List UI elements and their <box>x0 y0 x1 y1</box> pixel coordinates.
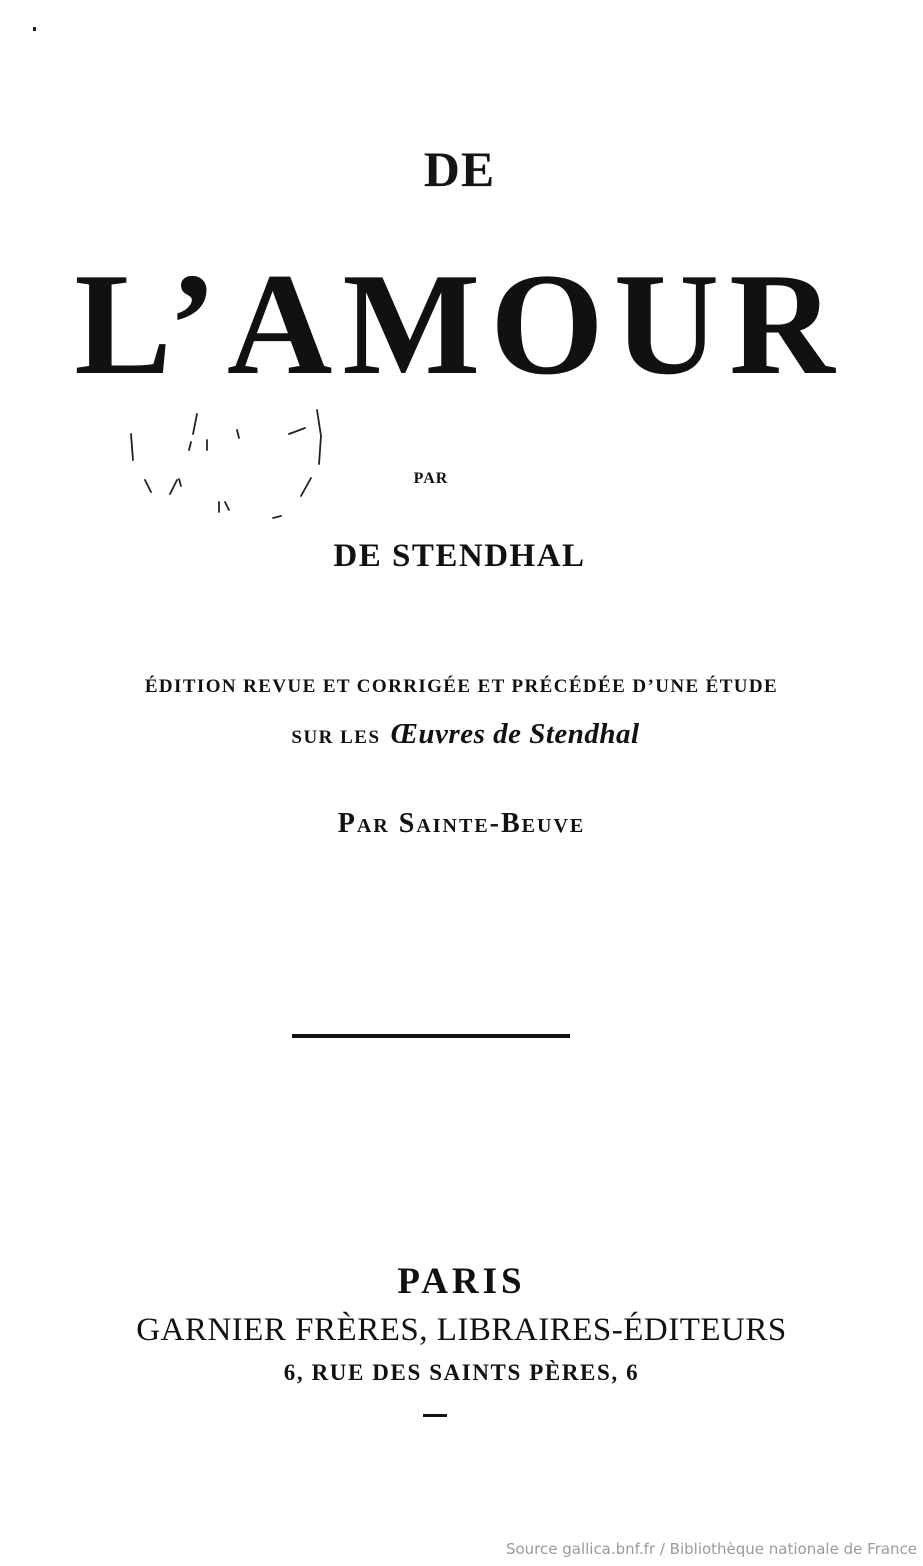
imprint-publisher: GARNIER FRÈRES, LIBRAIRES-ÉDITEURS <box>136 1312 787 1348</box>
closing-dash <box>423 1414 447 1417</box>
author-name: DE STENDHAL <box>333 538 586 574</box>
page-speck <box>33 27 36 31</box>
divider-rule <box>292 1034 570 1038</box>
imprint-city: PARIS <box>397 1261 526 1302</box>
study-author: Par Sainte-Beuve <box>337 808 586 839</box>
book-title: L’AMOUR <box>74 243 845 405</box>
works-title: Œuvres de Stendhal <box>390 718 640 750</box>
by-label: PAR <box>413 470 449 487</box>
handwritten-marks <box>115 400 345 530</box>
source-credit: Source gallica.bnf.fr / Bibliothèque nationale de France <box>505 1540 917 1558</box>
study-subject <box>4 718 923 751</box>
imprint-address: 6, RUE DES SAINTS PÈRES, 6 <box>283 1360 640 1385</box>
study-prefix: SUR LES <box>291 727 381 748</box>
edition-note: ÉDITION REVUE ET CORRIGÉE ET PRÉCÉDÉE D’UNE ÉTUDE <box>144 676 779 697</box>
title-prefix: DE <box>423 141 496 197</box>
